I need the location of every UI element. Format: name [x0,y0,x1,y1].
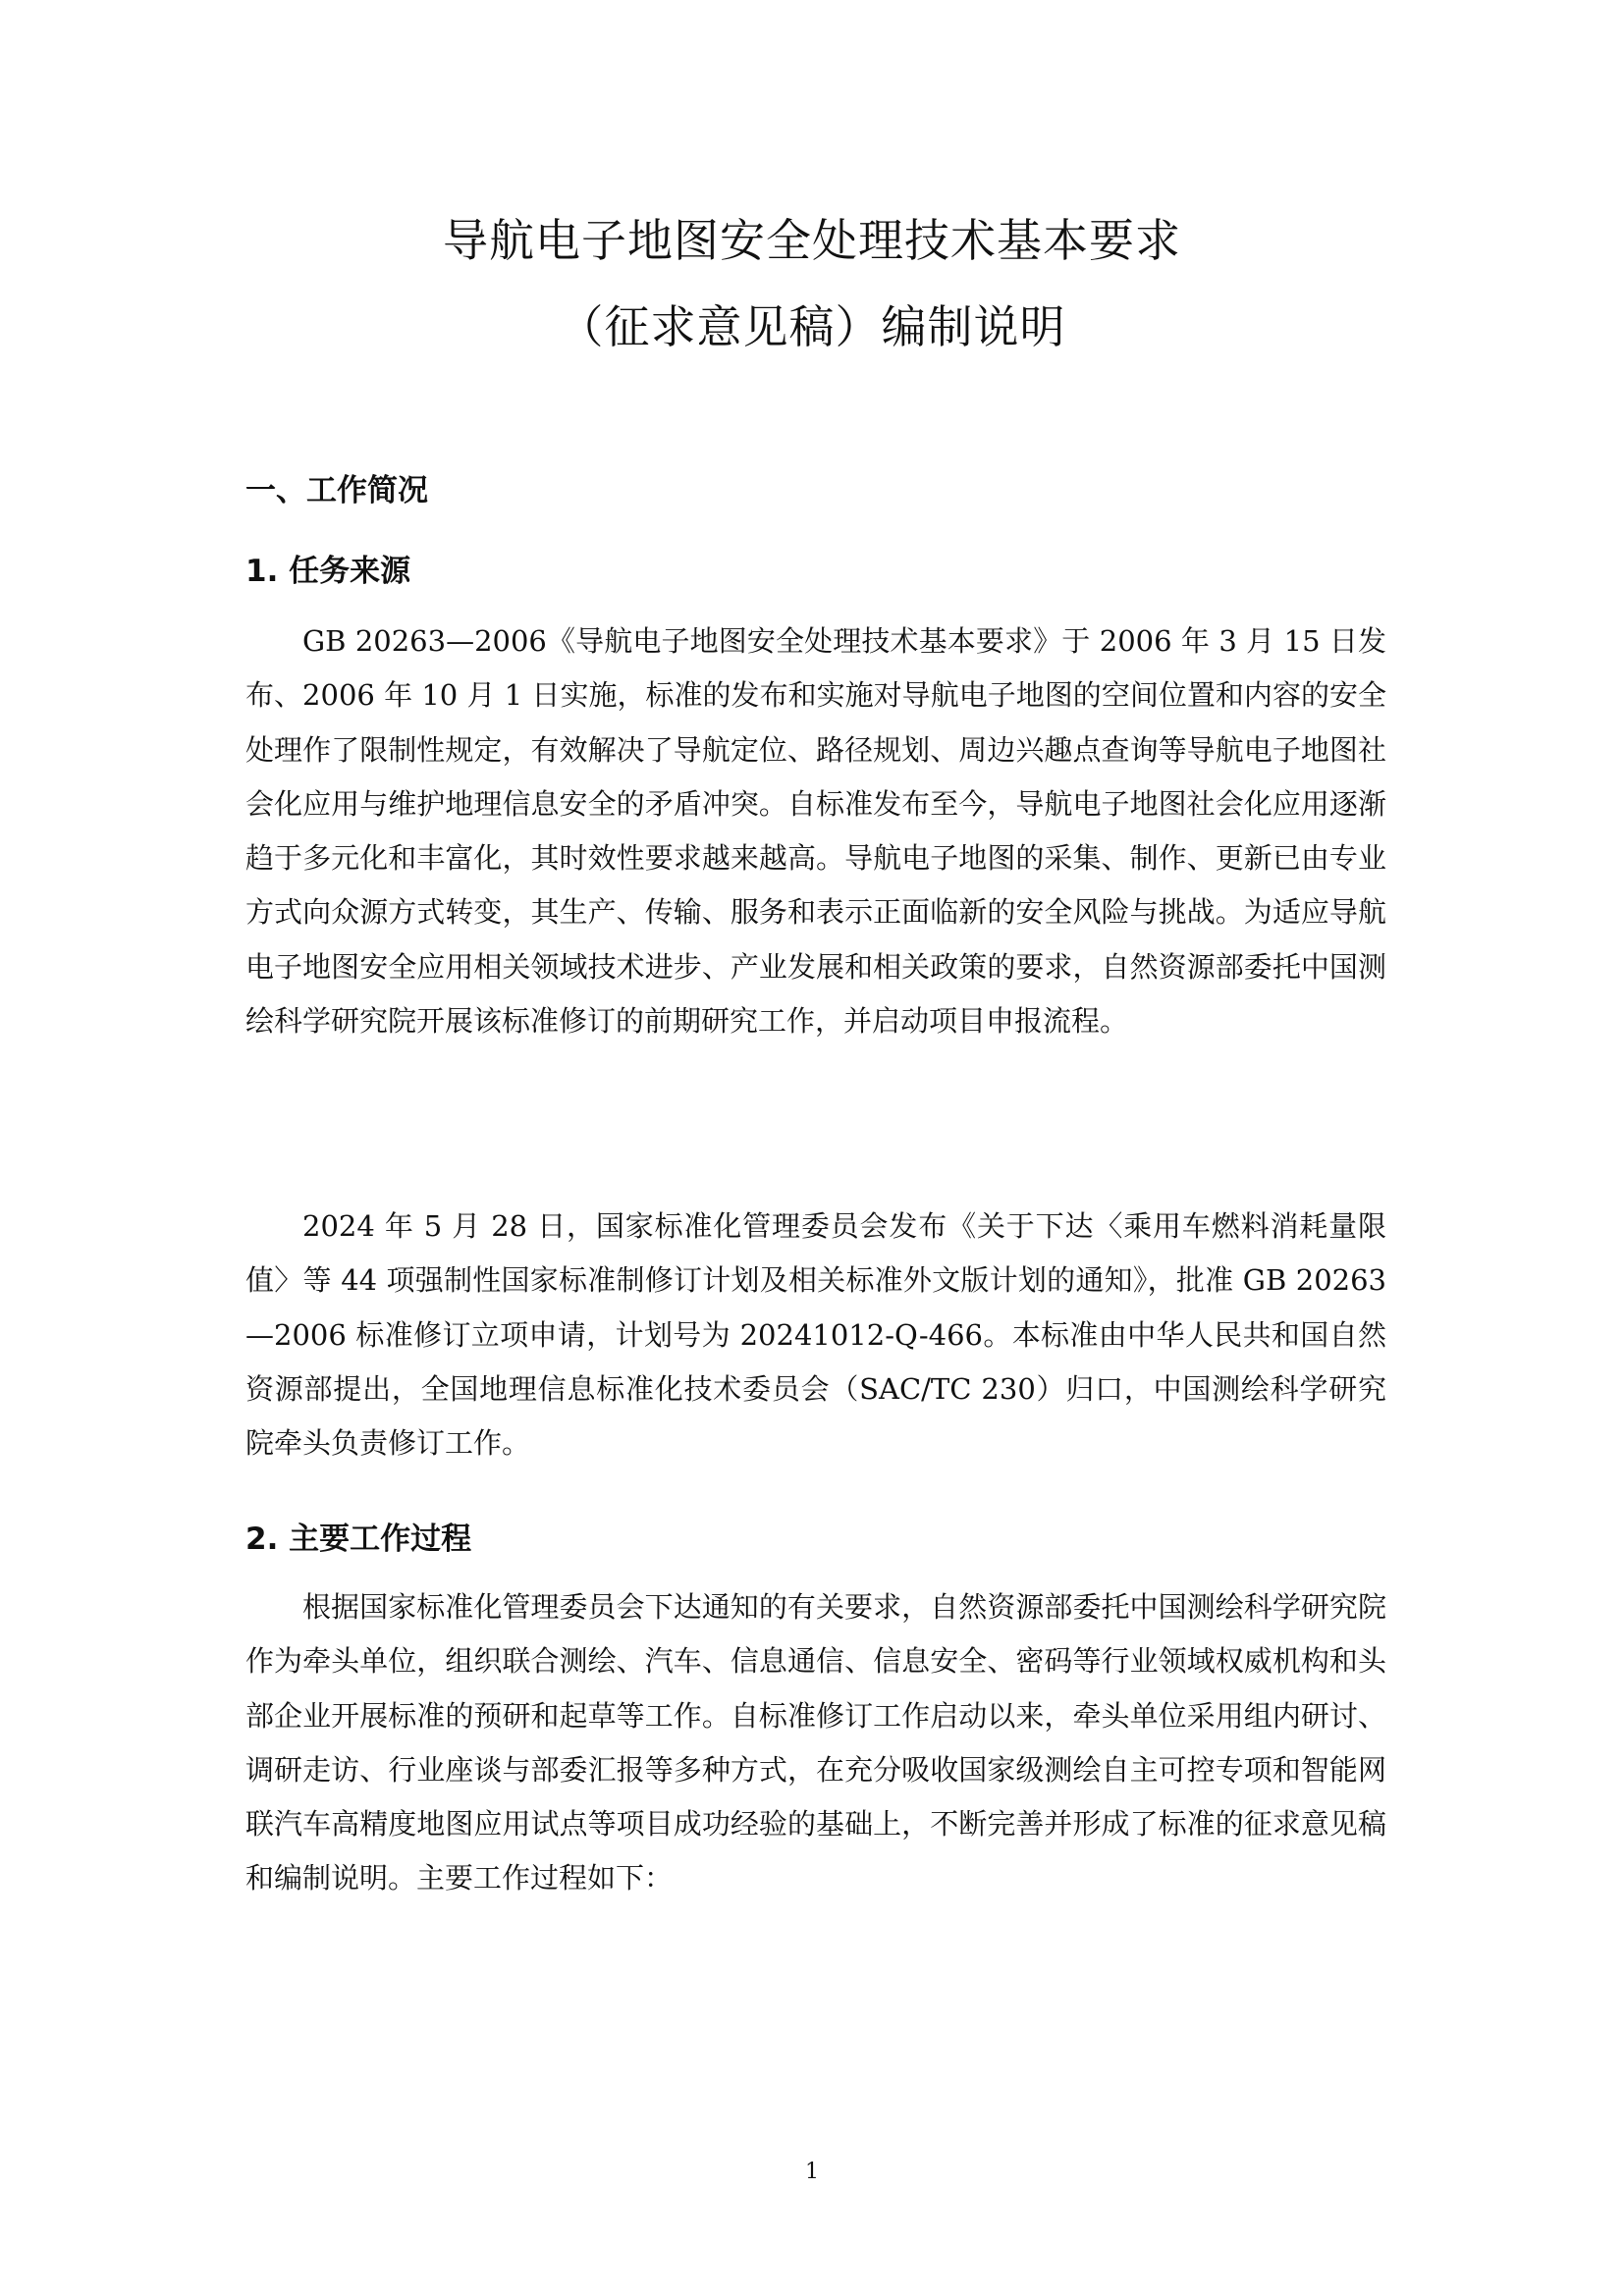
section-heading-work-overview: 一、工作简况 [245,473,428,508]
page-number: 1 [805,2160,819,2184]
paragraph-task-source-1: GB 20263—2006《导航电子地图安全处理技术基本要求》于 2006 年 3 月 15 日发布、2006 年 10 月 1 日实施，标准的发布和实施对导航电子地图的空间位置和内容的安全处理作了限制性规定，有效解决了导航定位、路径规划、周边兴趣点查询等导航电子地图社会化应用与维护地理信息安全的矛盾冲突。自标准发布至今，导航电子地图社会化应用逐渐趋于多元化和丰富化，其时效性要求越来越高。导航电子地图的采集、制作、更新已由专业方式向众源方式转变，其生产、传输、服务和表示正面临新的安全风险与挑战。为适应导航电子地图安全应用相关领域技术进步、产业发展和相关政策的要求，自然资源部委托中国测绘科学研究院开展该标准修订的前期研究工作，并启动项目申报流程。 [245,624,1386,1039]
subsection-heading-task-source: 1. 任务来源 [245,554,411,589]
paragraph-work-process-1: 根据国家标准化管理委员会下达通知的有关要求，自然资源部委托中国测绘科学研究院作为牵头单位，组织联合测绘、汽车、信息通信、信息安全、密码等行业领域权威机构和头部企业开展标准的预研和起草等工作。自标准修订工作启动以来，牵头单位采用组内研讨、调研走访、行业座谈与部委汇报等多种方式，在充分吸收国家级测绘自主可控专项和智能网联汽车高精度地图应用试点等项目成功经验的基础上，不断完善并形成了标准的征求意见稿和编制说明。主要工作过程如下： [245,1590,1386,1896]
paragraph-task-source-2: 2024 年 5 月 28 日，国家标准化管理委员会发布《关于下达〈乘用车燃料消耗量限值〉等 44 项强制性国家标准制修订计划及相关标准外文版计划的通知》，批准 GB 20263—2006 标准修订立项申请，计划号为 20241012-Q-466。本标准由中华人民共和国自然资源部提出，全国地理信息标准化技术委员会（SAC/TC 230）归口，中国测绘科学研究院牵头负责修订工作。 [245,1209,1386,1461]
subsection-heading-work-process: 2. 主要工作过程 [245,1522,472,1557]
document-title-line2: （征求意见稿）编制说明 [558,300,1066,353]
document-title-line1: 导航电子地图安全处理技术基本要求 [443,214,1181,267]
